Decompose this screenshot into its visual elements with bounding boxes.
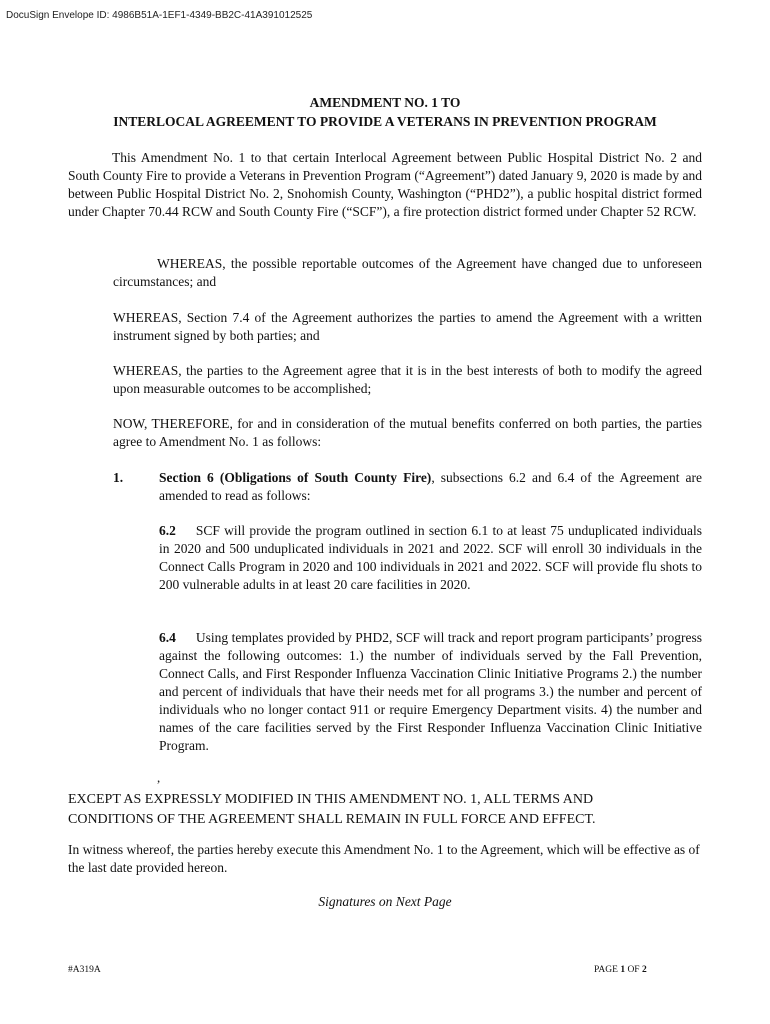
footer-doc-code: #A319A [68, 965, 101, 975]
except-clause: EXCEPT AS EXPRESSLY MODIFIED IN THIS AMENDMENT NO. 1, ALL TERMS AND CONDITIONS OF THE AGREEMENT SHALL REMAIN IN FULL FORCE AND EFFECT. [68, 792, 596, 827]
section-1-heading: Section 6 (Obligations of South County Fire) [159, 470, 432, 485]
document-title [0, 93, 770, 131]
page-prefix: PAGE [594, 965, 621, 975]
section-1-number: 1. [113, 470, 124, 485]
stray-comma: , [157, 770, 161, 785]
page-total: 2 [641, 965, 647, 975]
whereas-paragraph-1: WHEREAS, the possible reportable outcomes of the Agreement have changed due to unforeseen circumstances; and [113, 256, 702, 289]
page-of: OF [625, 965, 642, 975]
subsection-6-4 [159, 629, 702, 755]
title-line-2: INTERLOCAL AGREEMENT TO PROVIDE A VETERANS IN PREVENTION PROGRAM [113, 114, 657, 129]
section-1-body [159, 469, 702, 505]
signatures-note: Signatures on Next Page [318, 894, 452, 909]
subsection-6-2 [159, 522, 702, 594]
subsection-6-4-text: Using templates provided by PHD2, SCF will track and report program participants’ progress against the following outcomes: 1.) the number of individuals served by the Fall Prevention, Connect Calls, and First Responder Influenza Vaccination Clinic Initiative Programs 2.) the number and percent of individuals that have their needs met for all programs 3.) the number and percent of individuals who no longer contact 911 or require Emergency Department visits. 4) the number and names of the care facilities served by the First Responder Influenza Vaccination Clinic Initiative Program. [159, 630, 702, 753]
page-current: 1 [620, 965, 626, 975]
intro-paragraph: This Amendment No. 1 to that certain Interlocal Agreement between Public Hospital District No. 2 and South County Fire to provide a Veterans in Prevention Program (“Agreement”) dated January 9, 2020 is made by and between Public Hospital District No. 2, Snohomish County, Washington (“PHD2”), a public hospital district formed under Chapter 70.44 RCW and South County Fire (“SCF”), a fire protection district formed under Chapter 52 RCW. [68, 150, 702, 219]
subsection-6-2-number: 6.2 [159, 523, 176, 538]
witness-paragraph: In witness whereof, the parties hereby execute this Amendment No. 1 to the Agreement, which will be effective as of the last date provided hereon. [68, 842, 700, 875]
footer-page-number [594, 965, 647, 975]
subsection-6-2-text: SCF will provide the program outlined in section 6.1 to at least 75 unduplicated individuals in 2020 and 500 unduplicated individuals in 2021 and 2022. SCF will enroll 30 individuals in the Connect Calls Program in 2020 and 100 individuals in 2021 and 2022. SCF will provide flu shots to 200 vulnerable adults in at least 20 care facilities in 2020. [159, 523, 702, 592]
now-therefore-paragraph: NOW, THEREFORE, for and in consideration of the mutual benefits conferred on both parties, the parties agree to Amendment No. 1 as follows: [113, 416, 702, 449]
whereas-paragraph-3: WHEREAS, the parties to the Agreement agree that it is in the best interests of both to modify the agreed upon measurable outcomes to be accomplished; [113, 363, 702, 396]
subsection-6-4-number: 6.4 [159, 630, 176, 645]
docusign-envelope-id: DocuSign Envelope ID: 4986B51A-1EF1-4349-BB2C-41A391012525 [6, 10, 313, 21]
whereas-paragraph-2: WHEREAS, Section 7.4 of the Agreement authorizes the parties to amend the Agreement with a written instrument signed by both parties; and [113, 310, 702, 343]
title-line-1: AMENDMENT NO. 1 TO [309, 95, 461, 110]
section-1-text: , subsections 6.2 and 6.4 of the Agreement are amended to read as follows: [159, 470, 702, 503]
